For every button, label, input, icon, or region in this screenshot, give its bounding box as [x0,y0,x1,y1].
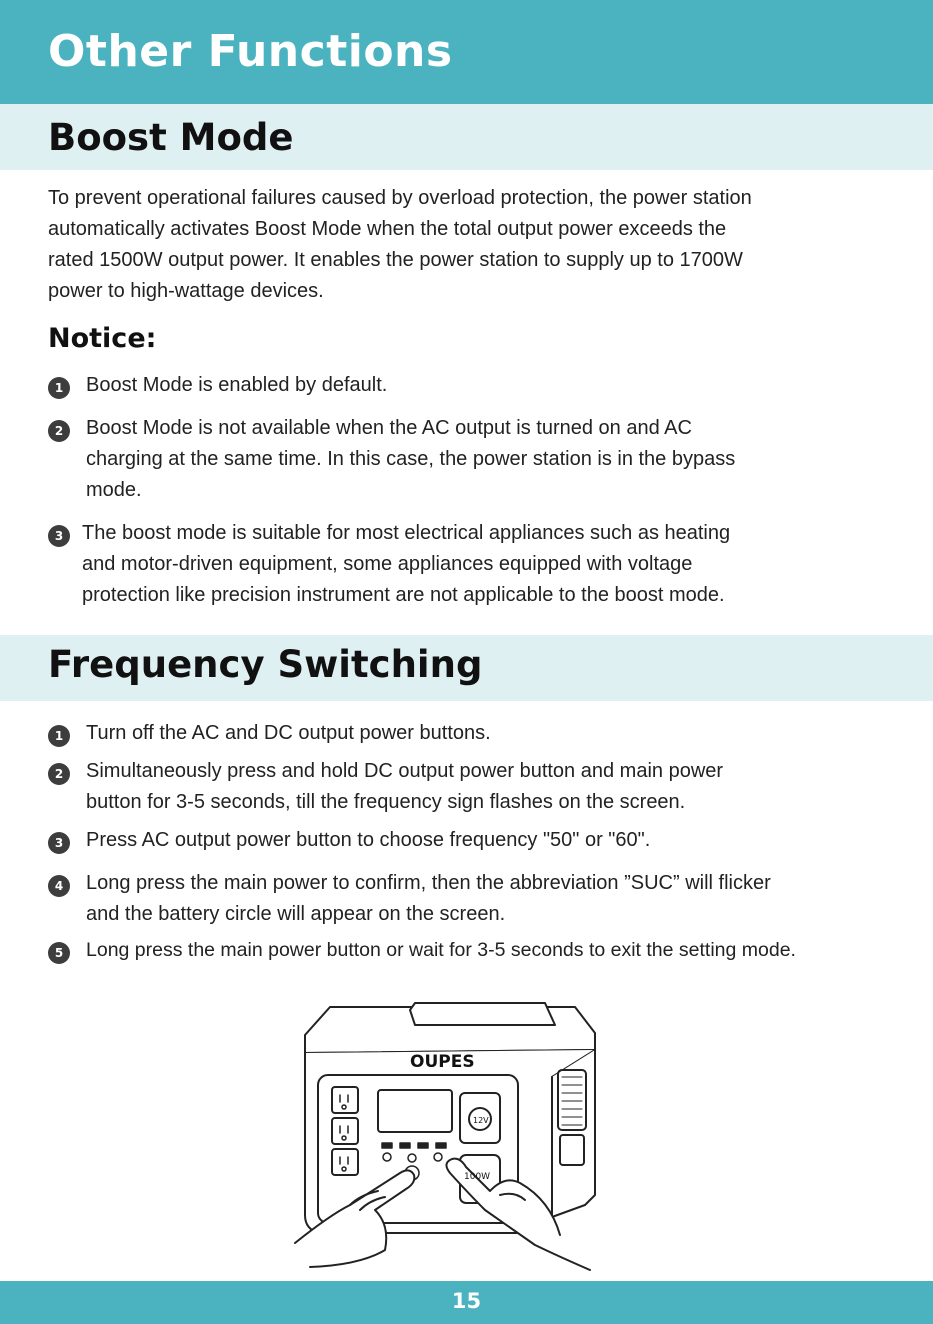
notice-line: mode. [86,479,142,501]
number-badge-icon: 5 [48,942,70,964]
brand-logo: OUPES [410,1052,475,1072]
number-badge-icon: 1 [48,377,70,399]
notice-line: Boost Mode is not available when the AC output is turned on and AC [86,417,692,439]
number-badge-icon: 3 [48,525,70,547]
boost-line: To prevent operational failures caused by overload protection, the power station [48,187,752,209]
boost-section-band [0,104,933,170]
usb-c-label: 100W [464,1172,491,1182]
boost-description [48,183,868,307]
notice-line: charging at the same time. In this case, the power station is in the bypass [86,448,736,470]
socket-label: 12V [473,1116,489,1125]
step-line: Simultaneously press and hold DC output power button and main power [86,760,724,782]
frequency-section-band [0,635,933,701]
footer-band [0,1281,933,1324]
step-line: Long press the main power to confirm, then the abbreviation ”SUC” will flicker [86,872,771,894]
notice-line: Boost Mode is enabled by default. [86,374,388,396]
power-station-illustration-icon [290,995,620,1275]
notice-line: protection like precision instrument are not applicable to the boost mode. [82,584,725,606]
number-badge-icon: 2 [48,763,70,785]
step-line: button for 3-5 seconds, till the frequency sign flashes on the screen. [86,791,686,813]
notice-line: The boost mode is suitable for most electrical appliances such as heating [82,522,731,544]
boost-line: rated 1500W output power. It enables the power station to supply up to 1700W [48,249,743,271]
frequency-step-text [86,825,926,856]
page-title: Other Functions [48,26,453,77]
number-badge-icon: 2 [48,420,70,442]
step-line: Turn off the AC and DC output power buttons. [86,722,491,744]
frequency-step-text [86,718,926,749]
frequency-step-text [86,868,926,930]
notice-line: and motor-driven equipment, some appliances equipped with voltage [82,553,693,575]
notice-item-text [82,518,922,611]
notice-title: Notice: [48,323,157,354]
notice-item-text [86,370,926,401]
header-band [0,0,933,104]
boost-line: power to high-wattage devices. [48,280,324,302]
page-number: 15 [451,1289,482,1313]
step-line: Long press the main power button or wait for 3-5 seconds to exit the setting mode. [86,939,796,961]
notice-item-text [86,413,926,506]
step-line: Press AC output power button to choose frequency "50" or "60". [86,829,651,851]
frequency-step-text [86,935,926,966]
frequency-section-title: Frequency Switching [48,643,483,686]
frequency-step-text [86,756,926,818]
step-line: and the battery circle will appear on the screen. [86,903,506,925]
number-badge-icon: 4 [48,875,70,897]
number-badge-icon: 3 [48,832,70,854]
boost-section-title: Boost Mode [48,116,294,159]
number-badge-icon: 1 [48,725,70,747]
boost-line: automatically activates Boost Mode when the total output power exceeds the [48,218,727,240]
